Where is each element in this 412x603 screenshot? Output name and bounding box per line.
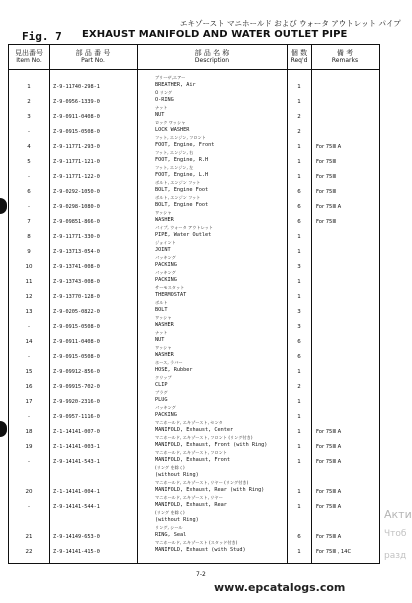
- part-no-cell: Z-9-09912-856-0: [53, 369, 100, 375]
- description-cell: NUT: [155, 337, 165, 343]
- description-cell: MANIFOLD, Exhaust (with Stud): [155, 547, 246, 553]
- item-no-cell: 5: [27, 159, 31, 165]
- item-no-cell: 1: [27, 84, 31, 90]
- description-jp-cell: ワッシャ: [155, 210, 172, 215]
- description-jp-cell: パッキング: [155, 270, 176, 275]
- part-no-cell: Z-9-0298-1080-0: [53, 204, 100, 210]
- part-no-cell: Z-9-13741-008-0: [53, 264, 100, 270]
- description-cell: PACKING: [155, 262, 177, 268]
- header-qty: 個 数 Req'd: [290, 49, 308, 64]
- qty-cell: 1: [297, 294, 301, 300]
- remarks-cell: For 75Ⅲ: [316, 174, 336, 180]
- item-no-cell: 18: [25, 429, 33, 435]
- item-no-cell: -: [28, 324, 30, 330]
- qty-cell: 6: [297, 204, 301, 210]
- description-jp-cell: ジョイント: [155, 240, 176, 245]
- description-cell: O-RING: [155, 97, 174, 103]
- qty-cell: 1: [297, 234, 301, 240]
- item-no-cell: 3: [27, 114, 31, 120]
- description-cell: MANIFOLD, Exhaust, Rear: [155, 502, 227, 508]
- qty-cell: 6: [297, 189, 301, 195]
- item-no-cell: 4: [27, 144, 31, 150]
- qty-cell: 1: [297, 84, 301, 90]
- item-no-cell: 12: [25, 294, 33, 300]
- qty-cell: 3: [297, 324, 301, 330]
- description-cell: MANIFOLD, Exhaust, Front (with Ring): [155, 442, 268, 448]
- remarks-cell: For 75Ⅲ: [316, 159, 336, 165]
- item-no-cell: -: [28, 354, 30, 360]
- description-jp-cell: パッキング: [155, 405, 176, 410]
- part-no-cell: Z-9-11771-293-0: [53, 144, 100, 150]
- description-jp-cell: パッキング: [155, 255, 176, 260]
- binder-hole-mark: [0, 421, 7, 437]
- part-no-cell: Z-9-09851-866-0: [53, 219, 100, 225]
- description-jp-cell: マニホールド, エキゾースト, リヤー (リング付き): [155, 480, 249, 485]
- qty-cell: 1: [297, 489, 301, 495]
- qty-cell: 6: [297, 534, 301, 540]
- description-cell: CLIP: [155, 382, 168, 388]
- description-cell: JOINT: [155, 247, 171, 253]
- description-cell: MANIFOLD, Exhaust, Front: [155, 457, 230, 463]
- description-cell: MANIFOLD, Exhaust, Rear (with Ring): [155, 487, 265, 493]
- description-cell: PLUG: [155, 397, 168, 403]
- part-no-cell: Z-9-0915-0508-0: [53, 354, 100, 360]
- description-jp-cell: ナット: [155, 105, 168, 110]
- description-cell: HOSE, Rubber: [155, 367, 193, 373]
- qty-cell: 3: [297, 309, 301, 315]
- qty-cell: 6: [297, 219, 301, 225]
- description-jp-cell: ホース, ラバー: [155, 360, 183, 365]
- description-cell: PIPE, Water Outlet: [155, 232, 212, 238]
- description-cell: THERMOSTAT: [155, 292, 187, 298]
- part-no-cell: Z-9-14141-415-0: [53, 549, 100, 555]
- qty-cell: 1: [297, 459, 301, 465]
- part-no-cell: Z-9-13743-008-0: [53, 279, 100, 285]
- remarks-cell: For 75Ⅲ A: [316, 504, 342, 510]
- qty-cell: 1: [297, 414, 301, 420]
- qty-cell: 1: [297, 99, 301, 105]
- item-no-cell: 19: [25, 444, 33, 450]
- qty-cell: 2: [297, 384, 301, 390]
- description-jp-cell: フット, エンジン, 右: [155, 150, 194, 155]
- qty-cell: 1: [297, 144, 301, 150]
- description-cell: BREATHER, Air: [155, 82, 196, 88]
- description-jp-cell: マニホールド, エキゾースト, フロント (リング付き): [155, 435, 253, 440]
- item-no-cell: -: [28, 174, 30, 180]
- description-jp-cell: ブリーザ,エアー: [155, 75, 186, 80]
- remarks-cell: For 75Ⅲ A: [316, 459, 342, 465]
- item-no-cell: 10: [25, 264, 33, 270]
- part-no-cell: Z-1-14141-007-0: [53, 429, 100, 435]
- description-cell: FOOT, Engine, L.H: [155, 172, 209, 178]
- item-no-cell: 8: [27, 234, 31, 240]
- description-jp-cell: ロック ワッシャ: [155, 120, 186, 125]
- description-cell: BOLT, Engine Foot: [155, 202, 209, 208]
- part-no-cell: Z-9-0915-0508-0: [53, 129, 100, 135]
- item-no-cell: 2: [27, 99, 31, 105]
- part-no-cell: Z-9-9920-2316-0: [53, 399, 100, 405]
- description-jp-cell: ボルト, エンジン フット: [155, 195, 201, 200]
- description-cell: WASHER: [155, 322, 174, 328]
- qty-cell: 3: [297, 264, 301, 270]
- part-no-cell: Z-1-14141-004-1: [53, 489, 100, 495]
- description-jp-cell: プラグ: [155, 390, 168, 395]
- qty-cell: 1: [297, 444, 301, 450]
- item-no-cell: 14: [25, 339, 33, 345]
- item-no-cell: 9: [27, 249, 31, 255]
- description-cell: MANIFOLD, Exhaust, Center: [155, 427, 234, 433]
- description-cell: BOLT: [155, 307, 168, 313]
- parts-table: [8, 44, 380, 564]
- description-cell: BOLT, Engine Foot: [155, 187, 209, 193]
- binder-hole-mark: [0, 198, 7, 214]
- description-jp-cell: リング, シール: [155, 525, 183, 530]
- qty-cell: 1: [297, 174, 301, 180]
- description-jp-cell: ワッシャ: [155, 315, 172, 320]
- part-no-cell: Z-1-14141-003-1: [53, 444, 100, 450]
- description-jp-cell: ボルト, エンジン フット: [155, 180, 201, 185]
- remarks-cell: For 75Ⅲ A: [316, 204, 342, 210]
- qty-cell: 1: [297, 279, 301, 285]
- part-no-cell: Z-9-11740-298-1: [53, 84, 100, 90]
- header-item-no: 見出番号 Item No.: [15, 49, 43, 64]
- header-remarks: 備 考 Remarks: [331, 49, 359, 64]
- header-description: 部 品 名 称 Description: [194, 49, 230, 64]
- qty-cell: 1: [297, 549, 301, 555]
- description-jp-cell: マニホールド, エキゾースト, センタ: [155, 420, 223, 425]
- japanese-title: エキゾースト マニホールド および ウォータ アウトレット パイプ: [180, 19, 401, 28]
- part-no-cell: Z-9-0911-0408-0: [53, 114, 100, 120]
- description-cell: LOCK WASHER: [155, 127, 190, 133]
- qty-cell: 2: [297, 129, 301, 135]
- description-cell: (without Ring): [155, 472, 199, 478]
- part-no-cell: Z-9-0915-0508-0: [53, 324, 100, 330]
- qty-cell: 1: [297, 369, 301, 375]
- overlay-text: Чтоб: [384, 529, 407, 539]
- part-no-cell: Z-9-09915-702-0: [53, 384, 100, 390]
- description-jp-cell: O リング: [155, 90, 173, 95]
- part-no-cell: Z-9-13713-054-0: [53, 249, 100, 255]
- remarks-cell: For 75Ⅲ: [316, 219, 336, 225]
- item-no-cell: 21: [25, 534, 33, 540]
- part-no-cell: Z-9-13770-128-0: [53, 294, 100, 300]
- description-jp-cell: クリップ: [155, 375, 172, 380]
- remarks-cell: For 75Ⅲ: [316, 189, 336, 195]
- item-no-cell: 6: [27, 189, 31, 195]
- item-no-cell: -: [28, 459, 30, 465]
- description-jp-cell: ボルト: [155, 300, 168, 305]
- part-no-cell: Z-9-14149-653-0: [53, 534, 100, 540]
- part-no-cell: Z-9-14141-544-1: [53, 504, 100, 510]
- description-cell: PACKING: [155, 277, 177, 283]
- header-part-no: 部 品 番 号 Part No.: [75, 49, 111, 64]
- description-jp-cell: フット, エンジン, フロント: [155, 135, 206, 140]
- item-no-cell: 22: [25, 549, 33, 555]
- item-no-cell: -: [28, 504, 30, 510]
- qty-cell: 6: [297, 339, 301, 345]
- description-jp-cell: マニホールド, エキゾースト, フロント: [155, 450, 228, 455]
- description-jp-cell: パイプ, ウォータ アウトレット: [155, 225, 214, 230]
- part-no-cell: Z-9-0957-1116-0: [53, 414, 100, 420]
- remarks-cell: For 75Ⅲ A: [316, 534, 342, 540]
- item-no-cell: 15: [25, 369, 33, 375]
- remarks-cell: For 75Ⅲ , 14C: [316, 549, 352, 555]
- description-cell: RING, Seal: [155, 532, 187, 538]
- item-no-cell: 13: [25, 309, 33, 315]
- description-cell: WASHER: [155, 352, 174, 358]
- page-number: 7-2: [196, 571, 206, 578]
- description-cell: FOOT, Engine, R.H: [155, 157, 209, 163]
- part-no-cell: Z-9-11771-330-0: [53, 234, 100, 240]
- description-cell: NUT: [155, 112, 165, 118]
- part-no-cell: Z-9-0205-0822-0: [53, 309, 100, 315]
- description-cell: (without Ring): [155, 517, 199, 523]
- overlay-text: Акти: [384, 508, 412, 521]
- table-row: [9, 540, 379, 557]
- figure-label: Fig. 7: [22, 30, 62, 43]
- part-no-cell: Z-9-11771-121-0: [53, 159, 100, 165]
- description-cell: PACKING: [155, 412, 177, 418]
- item-no-cell: 11: [25, 279, 33, 285]
- qty-cell: 1: [297, 399, 301, 405]
- qty-cell: 2: [297, 114, 301, 120]
- remarks-cell: For 75Ⅲ A: [316, 444, 342, 450]
- item-no-cell: -: [28, 204, 30, 210]
- qty-cell: 1: [297, 249, 301, 255]
- remarks-cell: For 75Ⅲ A: [316, 429, 342, 435]
- part-no-cell: Z-9-0292-1050-0: [53, 189, 100, 195]
- site-watermark: www.epcatalogs.com: [214, 581, 346, 594]
- description-jp-cell: フット, エンジン, 左: [155, 165, 194, 170]
- part-no-cell: Z-9-11771-122-0: [53, 174, 100, 180]
- part-no-cell: Z-9-0956-1339-0: [53, 99, 100, 105]
- qty-cell: 1: [297, 429, 301, 435]
- page-title: EXHAUST MANIFOLD AND WATER OUTLET PIPE: [82, 29, 348, 40]
- item-no-cell: 7: [27, 219, 31, 225]
- description-jp-cell: マニホールド, エキゾースト, リヤー: [155, 495, 223, 500]
- part-no-cell: Z-9-14141-543-1: [53, 459, 100, 465]
- description-jp-cell: ナット: [155, 330, 168, 335]
- item-no-cell: 17: [25, 399, 33, 405]
- qty-cell: 1: [297, 159, 301, 165]
- overlay-text: разд: [384, 551, 407, 561]
- qty-cell: 1: [297, 504, 301, 510]
- description-jp-cell: (リング を除く): [155, 465, 185, 470]
- description-jp-cell: サーモスタット: [155, 285, 185, 290]
- description-cell: FOOT, Engine, Front: [155, 142, 215, 148]
- description-jp-cell: ワッシャ: [155, 345, 172, 350]
- item-no-cell: -: [28, 129, 30, 135]
- description-jp-cell: マニホールド, エキゾースト (スタッド付き): [155, 540, 238, 545]
- description-jp-cell: (リング を除く): [155, 510, 185, 515]
- description-cell: WASHER: [155, 217, 174, 223]
- qty-cell: 6: [297, 354, 301, 360]
- item-no-cell: 20: [25, 489, 33, 495]
- item-no-cell: -: [28, 414, 30, 420]
- remarks-cell: For 75Ⅲ A: [316, 144, 342, 150]
- part-no-cell: Z-9-0911-0408-0: [53, 339, 100, 345]
- remarks-cell: For 75Ⅲ A: [316, 489, 342, 495]
- item-no-cell: 16: [25, 384, 33, 390]
